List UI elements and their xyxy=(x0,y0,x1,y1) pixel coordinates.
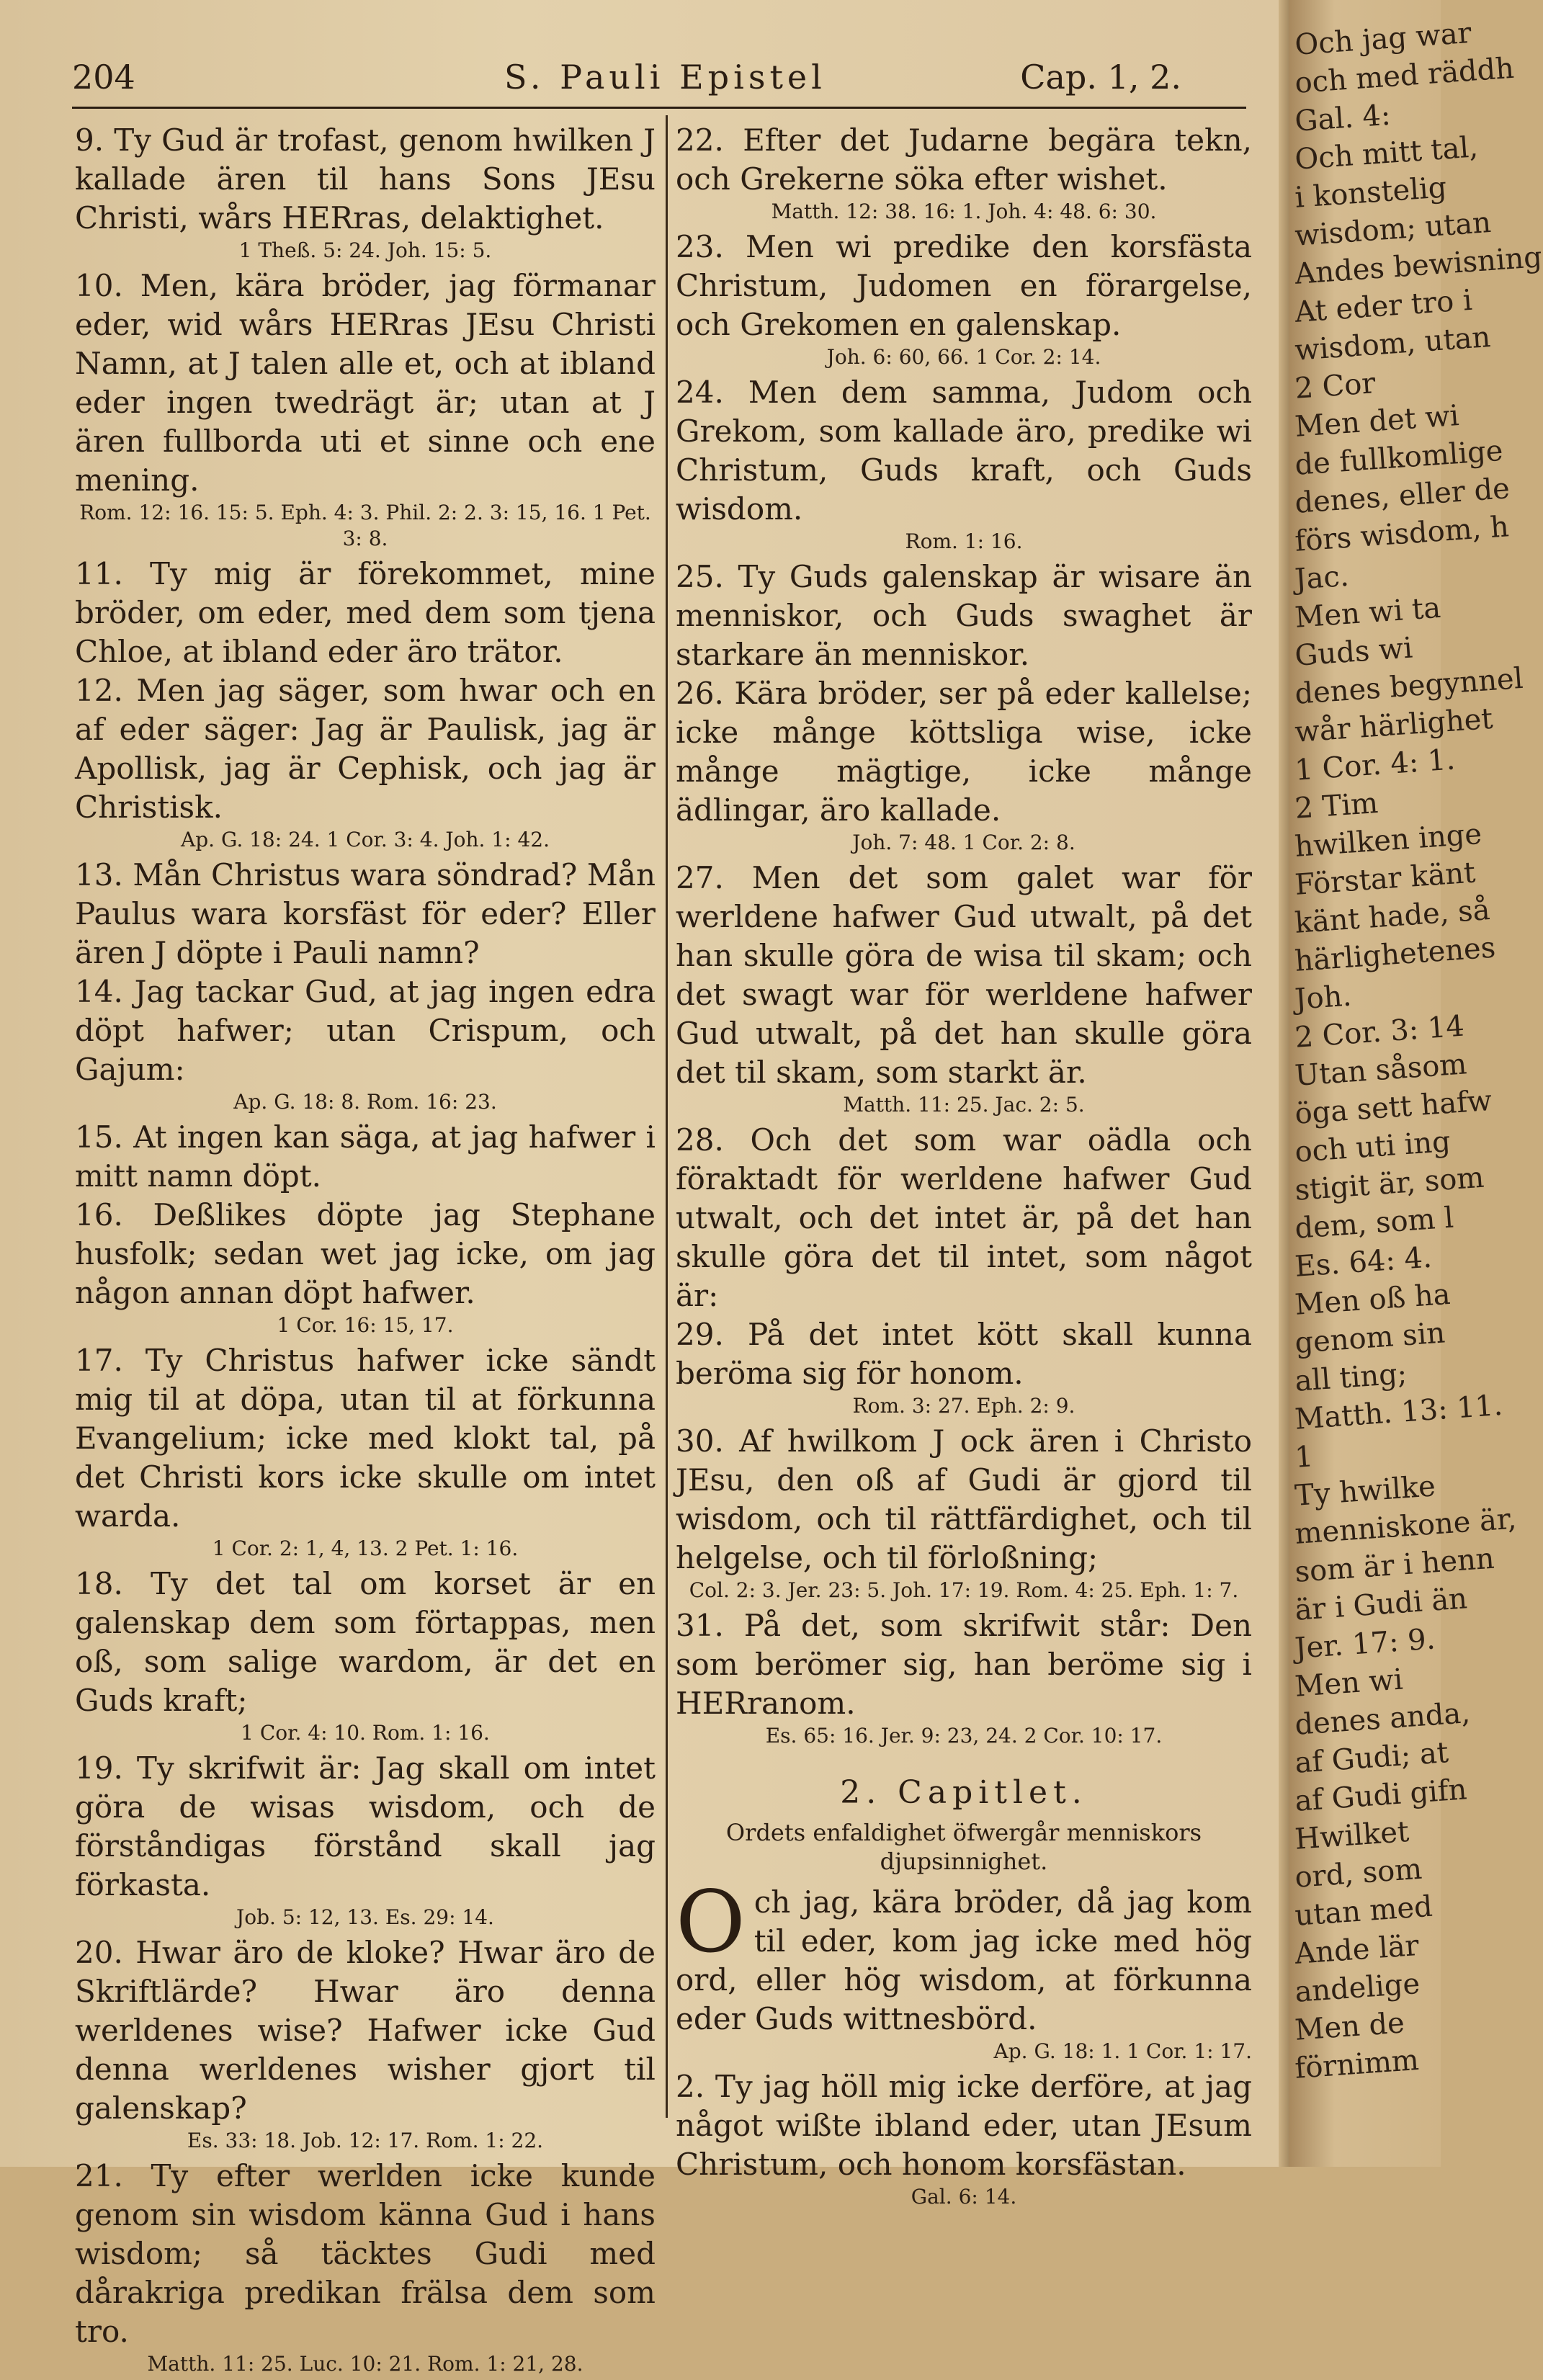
verse-reference: Joh. 6: 60, 66. 1 Cor. 2: 14. xyxy=(826,345,1101,369)
adjacent-page-edge xyxy=(1289,0,1543,2167)
adjacent-page-line: Men wi xyxy=(1294,1663,1404,1704)
adjacent-page-line: Jac. xyxy=(1294,559,1351,596)
verse xyxy=(75,856,656,972)
adjacent-page-line: som är i henn xyxy=(1294,1542,1495,1589)
adjacent-page-line: 2 Tim xyxy=(1294,786,1379,826)
verse-reference: Ap. G. 18: 8. Rom. 16: 23. xyxy=(233,1090,497,1114)
verse-text: 15. At ingen kan säga, at jag hafwer i mitt namn döpt. xyxy=(75,1119,656,1194)
verse-reference: Matth. 11: 25. Luc. 10: 21. Rom. 1: 21, 28. xyxy=(147,2352,583,2376)
adjacent-page-line: af Gudi; at xyxy=(1294,1736,1450,1780)
adjacent-page-line: utan med xyxy=(1294,1889,1434,1933)
drop-cap: O xyxy=(676,1872,746,1972)
verse-reference: Es. 33: 18. Job. 12: 17. Rom. 1: 22. xyxy=(187,2129,544,2152)
adjacent-page-line: Förstar känt xyxy=(1294,856,1477,902)
header-rule xyxy=(72,107,1246,109)
verse xyxy=(676,121,1252,225)
adjacent-page-line: genom sin xyxy=(1294,1316,1446,1360)
verse-text: 24. Men dem samma, Judom och Grekom, som kallade äro, predike wi Christum, Guds kraft, och Guds wisdom. xyxy=(676,375,1252,527)
verse-text: 2. Ty jag höll mig icke derföre, at jag något wißte ibland eder, utan JEsum Christum, och honom korsfästan. xyxy=(676,2069,1252,2182)
verse xyxy=(75,1749,656,1931)
column-divider xyxy=(666,115,668,2118)
verse-text: 20. Hwar äro de kloke? Hwar äro de Skriftlärde? Hwar äro denna werldenes wise? Hafwer icke Gud denna werldenes wisher gjort til galenskap? xyxy=(75,1935,656,2126)
verse-reference: 1 Cor. 4: 10. Rom. 1: 16. xyxy=(241,1721,490,1745)
adjacent-page-line: 1 xyxy=(1294,1440,1315,1475)
verse-text: 19. Ty skrifwit är: Jag skall om intet göra de wisas wisdom, och de förståndigas förstånd skall jag förkasta. xyxy=(75,1750,656,1902)
adjacent-page-line: Jer. 17: 9. xyxy=(1294,1622,1436,1665)
verse xyxy=(75,1565,656,1746)
adjacent-page-line: Ty hwilke xyxy=(1294,1469,1437,1513)
verse xyxy=(75,972,656,1115)
verse xyxy=(676,373,1252,555)
adjacent-page-line: härlighetenes xyxy=(1294,931,1497,978)
left-column xyxy=(75,121,656,2380)
adjacent-page-line: Ande lär xyxy=(1294,1928,1421,1971)
verse-reference: Job. 5: 12, 13. Es. 29: 14. xyxy=(236,1905,494,1929)
adjacent-page-line: ord, som xyxy=(1294,1852,1423,1894)
adjacent-page-line: At eder tro i xyxy=(1294,283,1474,329)
verse xyxy=(75,555,656,671)
verse xyxy=(75,1118,656,1196)
adjacent-page-line: Men oß ha xyxy=(1294,1277,1452,1322)
verse-text: 18. Ty det tal om korset är en galenskap dem som förtappas, men oß, som salige wardom, är det en Guds kraft; xyxy=(75,1566,656,1718)
verse-text: 10. Men, kära bröder, jag förmanar eder, wid wårs HERras JEsu Christi Namn, at J talen alle et, och at ibland eder ingen twedrägt är; utan at J ären fullborda uti et sinne och ene mening. xyxy=(75,268,656,498)
verse xyxy=(676,1121,1252,1315)
running-title: S. Pauli Epistel xyxy=(504,58,826,97)
verse-reference: Matth. 11: 25. Jac. 2: 5. xyxy=(843,1093,1085,1117)
verse-text: 22. Efter det Judarne begära tekn, och Grekerne söka efter wishet. xyxy=(676,122,1252,197)
adjacent-page-line: Men wi ta xyxy=(1294,591,1442,635)
verse-reference: Ap. G. 18: 24. 1 Cor. 3: 4. Joh. 1: 42. xyxy=(181,828,550,851)
verse-reference: Joh. 7: 48. 1 Cor. 2: 8. xyxy=(852,831,1075,854)
chapter1-verses xyxy=(676,121,1252,1749)
verse xyxy=(676,859,1252,1118)
adjacent-page-line: menniskone är, xyxy=(1294,1502,1518,1551)
adjacent-page-line: öga sett hafw xyxy=(1294,1083,1493,1131)
verse-text: 14. Jag tackar Gud, at jag ingen edra döpt hafwer; utan Crispum, och Gajum: xyxy=(75,974,656,1087)
chapter-indicator: Cap. 1, 2. xyxy=(1020,58,1181,97)
verse-text: 12. Men jag säger, som hwar och en af eder säger: Jag är Paulisk, jag är Apollisk, jag är Cephisk, och jag är Christisk. xyxy=(75,673,656,825)
verse-text: 17. Ty Christus hafwer icke sändt mig til at döpa, utan til at förkunna Evangelium; icke med klokt tal, på det Christi kors icke skulle om intet warda. xyxy=(75,1343,656,1534)
verse xyxy=(676,228,1252,370)
verse-reference: Rom. 12: 16. 15: 5. Eph. 4: 3. Phil. 2: 2. 3: 15, 16. 1 Pet. 3: 8. xyxy=(79,501,651,550)
verse-text: 30. Af hwilkom J ock ären i Christo JEsu, den oß af Gudi är gjord til wisdom, och til rättfärdighet, och til helgelse, och til förloßning; xyxy=(676,1423,1252,1575)
adjacent-page-line: denes anda, xyxy=(1294,1696,1472,1742)
adjacent-page-line: förs wisdom, h xyxy=(1294,510,1511,558)
adjacent-page-line: denes, eller de xyxy=(1294,472,1511,520)
verse-text: 23. Men wi predike den korsfästa Christum, Judomen en förargelse, och Grekomen en galenskap. xyxy=(676,229,1252,342)
verse-text: 13. Mån Christus wara söndrad? Mån Paulus wara korsfäst för eder? Eller ären J döpte i Pauli namn? xyxy=(75,857,656,970)
adjacent-page-line: wisdom; utan xyxy=(1294,205,1493,253)
verse xyxy=(75,2157,656,2377)
verse-text: ch jag, kära bröder, då jag kom til eder, kom jag icke med hög ord, eller hög wisdom, at förkunna eder Guds wittnesbörd. xyxy=(676,1884,1252,2036)
verse-reference: Matth. 12: 38. 16: 1. Joh. 4: 48. 6: 30. xyxy=(771,200,1157,223)
verse-text: 27. Men det som galet war för werldene hafwer Gud utwalt, på det han skulle göra de wisa til skam; och det swagt war för werldene hafwer Gud utwalt, på det han skulle göra det til skam, som starkt är. xyxy=(676,860,1252,1090)
adjacent-page-line: Hwilket xyxy=(1294,1815,1410,1856)
chapter2-verse-2 xyxy=(676,2067,1252,2210)
verse xyxy=(676,674,1252,856)
adjacent-page-line: Guds wi xyxy=(1294,631,1414,673)
verse-reference: Ap. G. 18: 1. 1 Cor. 1: 17. xyxy=(993,2039,1252,2063)
verse-text: 26. Kära bröder, ser på eder kallelse; icke månge köttsliga wise, icke månge mägtige, icke månge ädlingar, äro kallade. xyxy=(676,676,1252,828)
adjacent-page-line: 1 Cor. 4: 1. xyxy=(1294,743,1457,787)
adjacent-page-line: är i Gudi än xyxy=(1294,1582,1469,1627)
verse-text: 25. Ty Guds galenskap är wisare än menniskor, och Guds swaghet är starkare än menniskor. xyxy=(676,559,1252,672)
chapter2-verse-1 xyxy=(676,1872,1252,2064)
adjacent-page-line: förnimm xyxy=(1294,2043,1421,2085)
adjacent-page-line: wisdom, utan xyxy=(1294,321,1492,367)
verse-text: 31. På det, som skrifwit står: Den som berömer sig, han beröme sig i HERranom. xyxy=(676,1608,1252,1721)
adjacent-page-line: Men det wi xyxy=(1294,399,1460,444)
chapter-heading: 2. Capitlet. xyxy=(840,1774,1088,1811)
verse-reference: Col. 2: 3. Jer. 23: 5. Joh. 17: 19. Rom. 4: 25. Eph. 1: 7. xyxy=(689,1578,1239,1602)
verse xyxy=(75,1933,656,2154)
verse-text: 11. Ty mig är förekommet, mine bröder, om eder, med dem som tjena Chloe, at ibland eder äro trätor. xyxy=(75,556,656,669)
verse-text: 29. På det intet kött skall kunna beröma sig för honom. xyxy=(676,1317,1252,1391)
adjacent-page-line: och med räddh xyxy=(1294,51,1516,100)
right-column xyxy=(676,121,1252,2213)
verse xyxy=(75,267,656,552)
adjacent-page-line: i konstelig xyxy=(1294,171,1448,215)
verse xyxy=(676,1606,1252,1749)
adjacent-page-line: Matth. 13: 11. xyxy=(1294,1388,1504,1436)
verse-reference: Rom. 1: 16. xyxy=(905,529,1023,553)
adjacent-page-line: denes begynnel xyxy=(1294,661,1524,711)
verse-reference: Gal. 6: 14. xyxy=(911,2185,1017,2209)
verse xyxy=(75,121,656,264)
running-header xyxy=(72,58,1246,108)
verse-text: 21. Ty efter werlden icke kunde genom sin wisdom känna Gud i hans wisdom; så täcktes Gudi med dårakriga predikan frälsa dem som tro. xyxy=(75,2158,656,2349)
adjacent-page-line: Gal. 4: xyxy=(1294,98,1392,138)
verse-reference: 1 Cor. 16: 15, 17. xyxy=(277,1313,454,1337)
adjacent-page-line: Och jag war xyxy=(1294,16,1473,62)
adjacent-page-line: wår härlighet xyxy=(1294,702,1494,749)
page-number: 204 xyxy=(72,58,135,97)
adjacent-page-line: stigit är, som xyxy=(1294,1160,1485,1207)
adjacent-page-line: 2 Cor xyxy=(1294,367,1377,406)
verse-text: 9. Ty Gud är trofast, genom hwilken J kallade ären til hans Sons JEsu Christi, wårs HERras, delaktighet. xyxy=(75,122,656,236)
verse-text: 28. Och det som war oädla och föraktadt för werldene hafwer Gud utwalt, och det intet är, på det han skulle göra det til intet, som något är: xyxy=(676,1122,1252,1313)
adjacent-page-line: af Gudi gifn xyxy=(1294,1773,1468,1818)
verse-text: 16. Deßlikes döpte jag Stephane husfolk; sedan wet jag icke, om jag någon annan döpt hafwer. xyxy=(75,1197,656,1310)
verse xyxy=(75,1341,656,1562)
verse xyxy=(75,671,656,853)
adjacent-page-line: de fullkomlige xyxy=(1294,434,1504,482)
verse xyxy=(75,1196,656,1338)
adjacent-page-line: känt hade, så xyxy=(1294,893,1491,940)
adjacent-page-line: hwilken inge xyxy=(1294,817,1483,864)
verse xyxy=(676,558,1252,674)
adjacent-page-line: andelige xyxy=(1294,1967,1421,2009)
adjacent-page-line: Joh. xyxy=(1294,979,1353,1016)
adjacent-page-line: 2 Cor. 3: 14 xyxy=(1294,1009,1466,1055)
adjacent-page-line: dem, som l xyxy=(1294,1201,1455,1245)
verse xyxy=(676,1315,1252,1419)
verse xyxy=(676,1422,1252,1603)
adjacent-page-line: Och mitt tal, xyxy=(1294,130,1480,176)
adjacent-page-line: Es. 64: 4. xyxy=(1294,1240,1434,1284)
verse-reference: 1 Cor. 2: 1, 4, 13. 2 Pet. 1: 16. xyxy=(212,1536,519,1560)
adjacent-page-line: Utan såsom xyxy=(1294,1047,1468,1093)
adjacent-page-line: all ting; xyxy=(1294,1357,1408,1398)
adjacent-page-line: Andes bewisning xyxy=(1294,241,1543,291)
adjacent-page-line: och uti ing xyxy=(1294,1124,1452,1169)
verse-reference: 1 Theß. 5: 24. Joh. 15: 5. xyxy=(238,238,492,262)
adjacent-page-line: Men de xyxy=(1294,2006,1406,2047)
chapter-summary: Ordets enfaldighet öfwergår menniskors djupsinnighet. xyxy=(725,1819,1202,1875)
verse-reference: Es. 65: 16. Jer. 9: 23, 24. 2 Cor. 10: 17. xyxy=(765,1724,1163,1748)
verse-reference: Rom. 3: 27. Eph. 2: 9. xyxy=(852,1394,1075,1418)
